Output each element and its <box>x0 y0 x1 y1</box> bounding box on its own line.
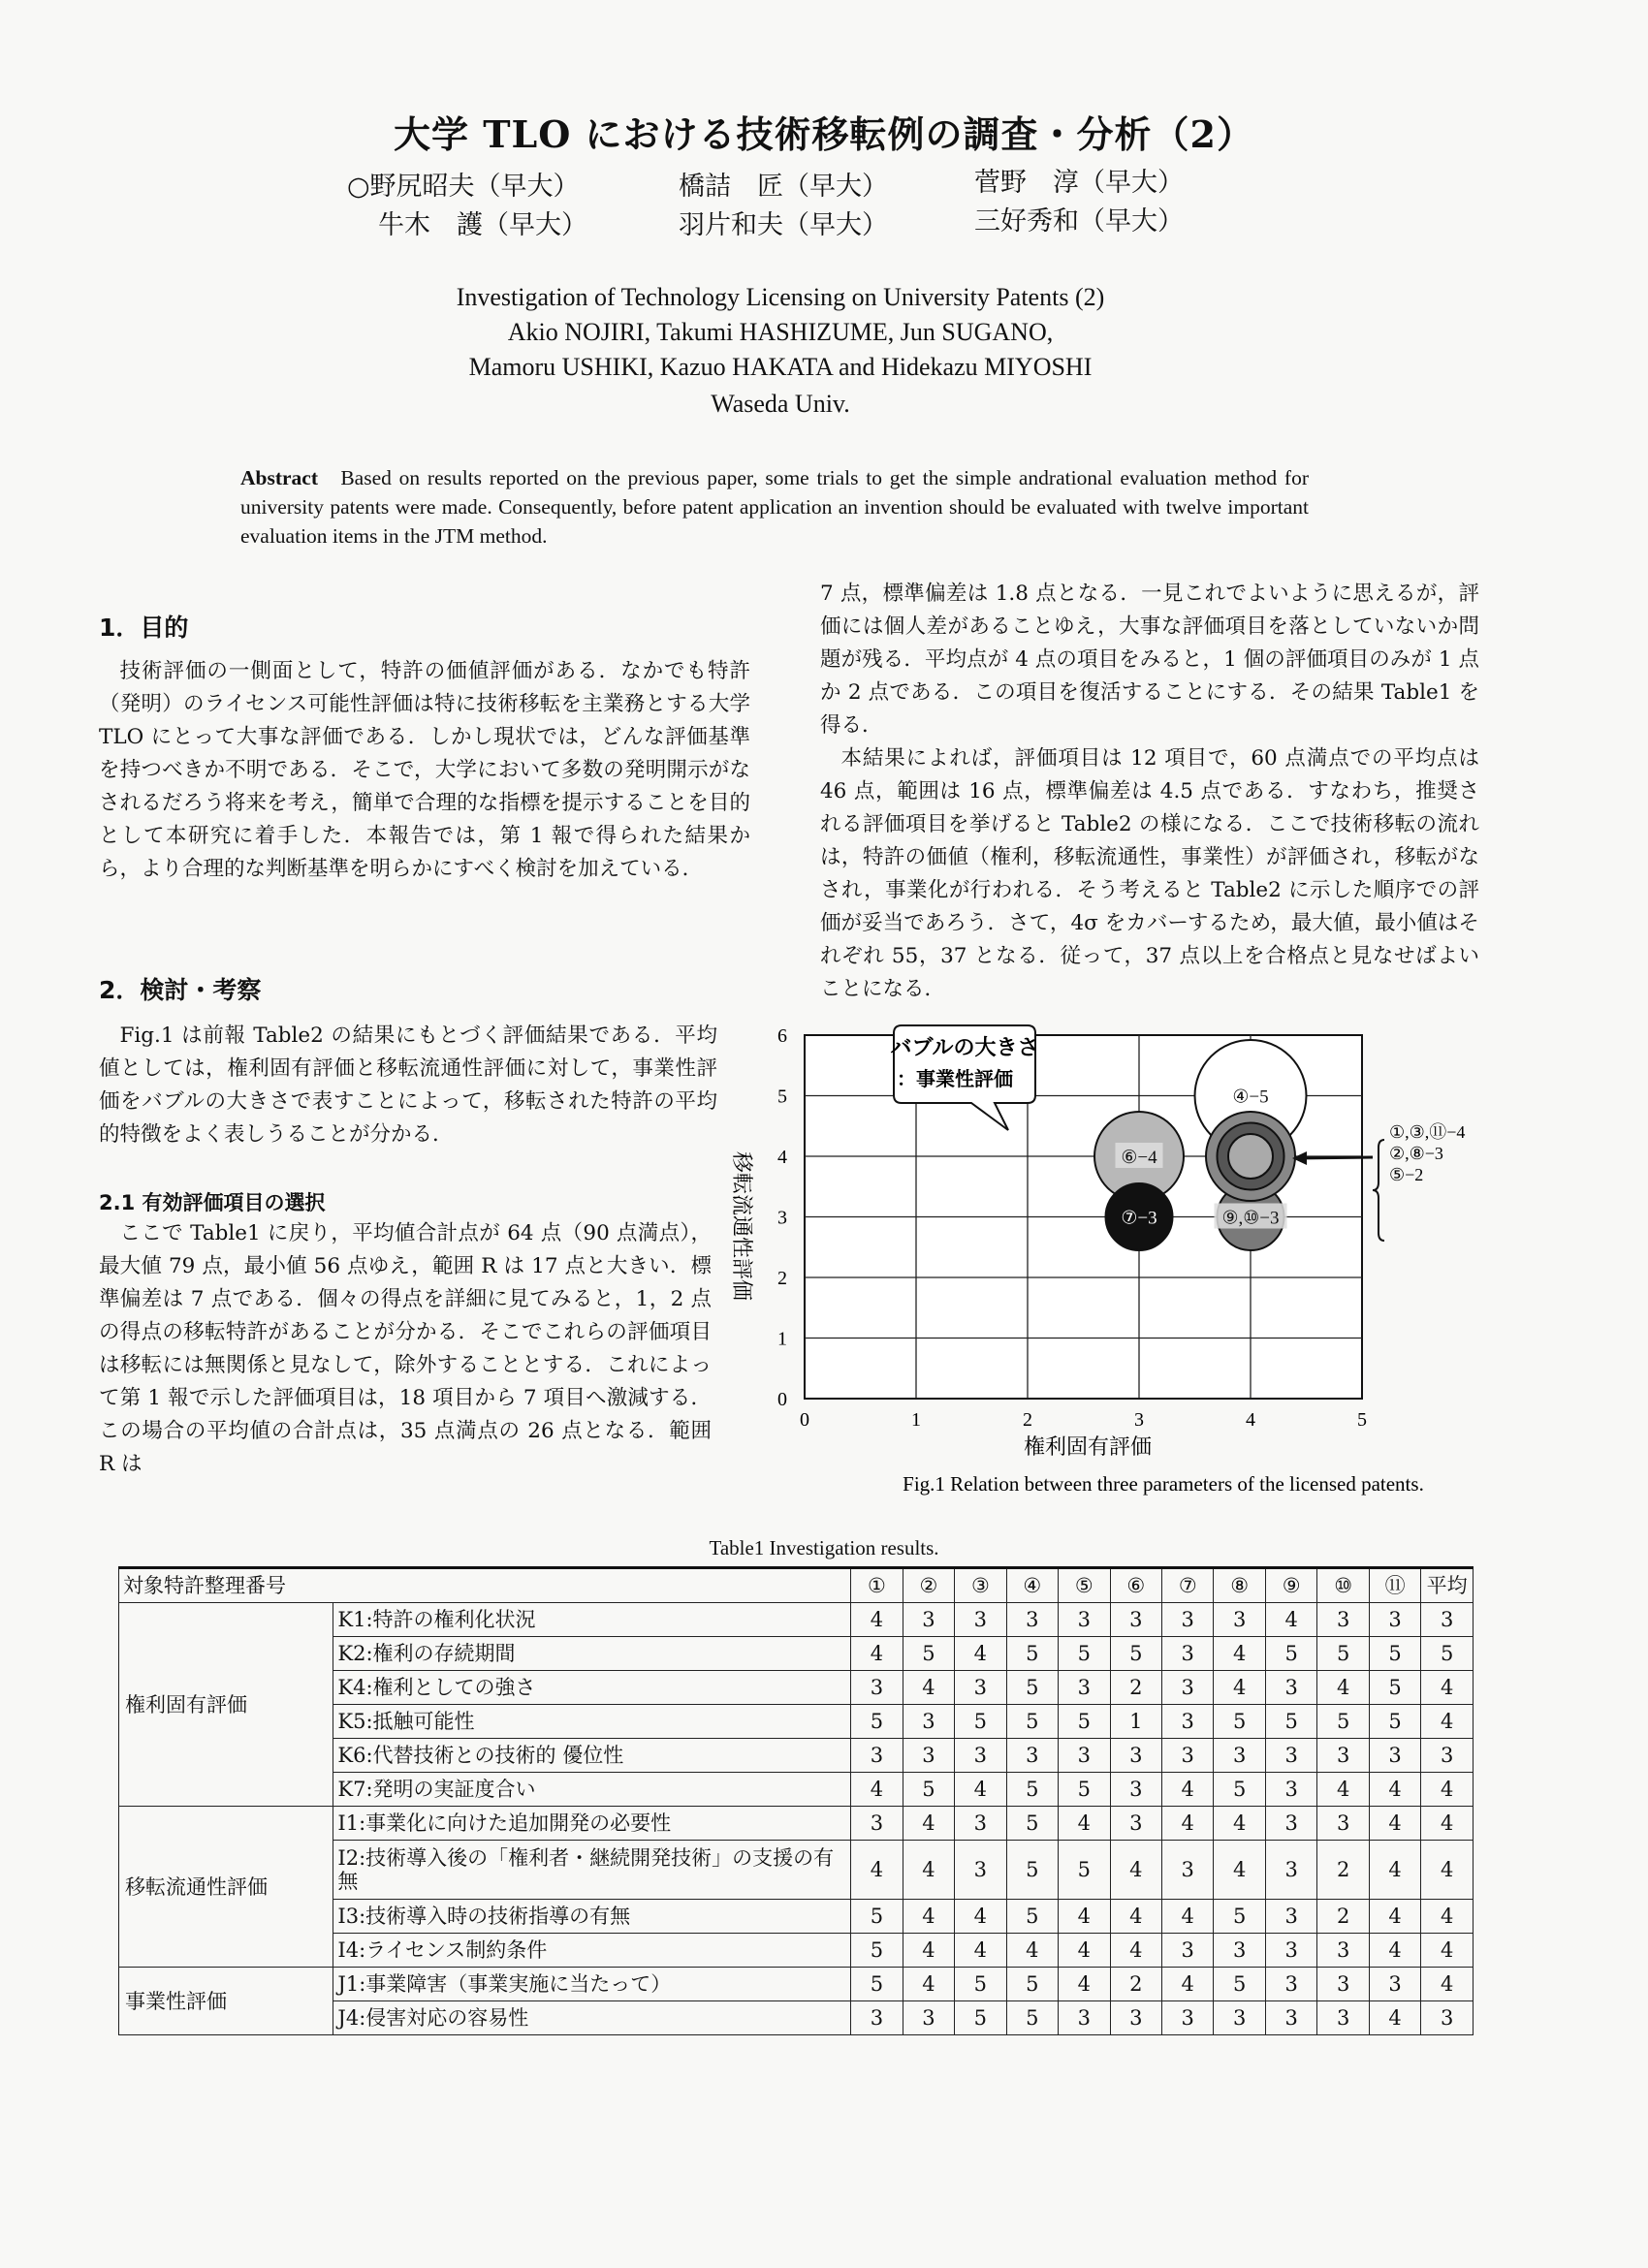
table-cell: 4 <box>1059 1900 1110 1934</box>
table-cell: 3 <box>1110 1603 1161 1637</box>
side-label-1: ①,③,⑪−4 <box>1389 1122 1466 1142</box>
table-cell: 4 <box>955 1637 1006 1671</box>
table-cell: 5 <box>1369 1671 1420 1705</box>
x-tick-label: 1 <box>911 1409 921 1431</box>
callout-line-1: バブルの大きさ <box>890 1036 1039 1060</box>
table-cell: 4 <box>1421 1773 1474 1807</box>
y-tick-label: 0 <box>777 1389 787 1410</box>
table-cell: 3 <box>851 1671 903 1705</box>
table-cell: 5 <box>1006 1900 1058 1934</box>
col-header: ⑧ <box>1214 1568 1265 1603</box>
table-cell: 5 <box>1214 1773 1265 1807</box>
table-cell: 4 <box>1162 1807 1214 1841</box>
table-cell: 3 <box>1317 1603 1369 1637</box>
y-tick-label: 5 <box>777 1086 787 1108</box>
table-cell: 4 <box>1421 1807 1474 1841</box>
item-label: J4:侵害対応の容易性 <box>333 2001 851 2035</box>
table-cell: 4 <box>1421 1841 1474 1900</box>
table-cell: 3 <box>851 1739 903 1773</box>
table-cell: 3 <box>1162 1739 1214 1773</box>
table-cell: 4 <box>851 1637 903 1671</box>
table-cell: 3 <box>903 2001 954 2035</box>
author-6: 三好秀和（早大） <box>974 206 1184 236</box>
abstract-text: Based on results reported on the previous paper, some trials to get the simple andrational evaluation method for university patents were made. Consequently, before patent application an invention should be evaluated with twelve important evaluation items in the JTM method. <box>240 466 1310 548</box>
table-cell: 4 <box>1214 1671 1265 1705</box>
table-cell: 5 <box>1369 1637 1420 1671</box>
table-cell: 3 <box>1110 1739 1161 1773</box>
table-cell: 4 <box>903 1934 954 1968</box>
table-cell: 5 <box>1059 1773 1110 1807</box>
table-cell: 3 <box>1421 1739 1474 1773</box>
table-cell: 5 <box>1006 1773 1058 1807</box>
bubble-label: ⑨,⑩−3 <box>1221 1208 1280 1229</box>
section-2-text: Fig.1 は前報 Table2 の結果にもとづく評価結果である．平均値としては，権利固有評価と移転流通性評価に対して，事業性評価をバブルの大きさで表すことによって，移転された特許の平均的特徴をよく表しうることが分かる． <box>99 1024 717 1147</box>
table-cell: 5 <box>955 1968 1006 2001</box>
table-cell: 3 <box>955 1671 1006 1705</box>
col-header: ⑤ <box>1059 1568 1110 1603</box>
table-cell: 4 <box>1059 1934 1110 1968</box>
y-tick-label: 6 <box>777 1025 787 1047</box>
english-authors-line2: Mamoru USHIKI, Kazuo HAKATA and Hidekazu MIYOSHI <box>468 353 1093 381</box>
table-cell: 4 <box>1006 1934 1058 1968</box>
table-cell: 3 <box>955 1841 1006 1900</box>
table-cell: 3 <box>1110 2001 1161 2035</box>
table-cell: 4 <box>1214 1637 1265 1671</box>
table-cell: 5 <box>955 2001 1006 2035</box>
table-cell: 3 <box>903 1603 954 1637</box>
table-cell: 3 <box>1265 1739 1316 1773</box>
item-label: K1:特許の権利化状況 <box>333 1603 851 1637</box>
item-label: I2:技術導入後の「権利者・継続開発技術」の支援の有無 <box>333 1841 851 1900</box>
table-cell: 5 <box>903 1637 954 1671</box>
table-row <box>119 1603 1474 1637</box>
section-1-text: 技術評価の一側面として，特許の価値評価がある．なかでも特許（発明）のライセンス可能性評価は特に技術移転を主業務とする大学 TLO にとって大事な評価である．しかし現状では，どんな評価基準を持つべきか不明である．そこで，大学において多数の発明開示がなされるだろう将来を考え，簡単で合理的な指標を提示することを目的として本研究に着手した．本報告では，第 1 報で得られた結果から，より合理的な判断基準を明らかにすべく検討を加えている． <box>99 659 750 881</box>
table-cell: 3 <box>1006 1739 1058 1773</box>
table-cell: 3 <box>1162 1705 1214 1739</box>
y-tick-label: 2 <box>777 1268 787 1289</box>
table-cell: 3 <box>1317 2001 1369 2035</box>
table-cell: 3 <box>1421 1603 1474 1637</box>
table-cell: 3 <box>903 1705 954 1739</box>
side-arrow <box>1296 1157 1373 1158</box>
results-table <box>118 1566 1474 2035</box>
table-cell: 4 <box>1421 1900 1474 1934</box>
table-cell: 3 <box>1006 1603 1058 1637</box>
table-cell: 3 <box>1110 1807 1161 1841</box>
bubble-chart <box>717 1018 1609 1502</box>
group-label: 権利固有評価 <box>119 1603 333 1807</box>
table-cell: 5 <box>1006 1968 1058 2001</box>
table-cell: 3 <box>1214 1934 1265 1968</box>
item-label: K7:発明の実証度合い <box>333 1773 851 1807</box>
author-2: 橋詰 匠（早大） <box>679 172 888 202</box>
table-cell: 4 <box>955 1934 1006 1968</box>
table-cell: 1 <box>1110 1705 1161 1739</box>
table-cell: 5 <box>1006 1705 1058 1739</box>
english-authors-line1: Akio NOJIRI, Takumi HASHIZUME, Jun SUGANO, <box>507 318 1054 346</box>
table-cell: 3 <box>1265 1773 1316 1807</box>
table-cell: 5 <box>1317 1705 1369 1739</box>
table-cell: 4 <box>1162 1773 1214 1807</box>
table-cell: 3 <box>1317 1934 1369 1968</box>
table-header-label: 対象特許整理番号 <box>119 1568 851 1603</box>
table-cell: 3 <box>1265 1841 1316 1900</box>
table-cell: 3 <box>1265 1934 1316 1968</box>
author-4: 牛木 護（早大） <box>378 210 587 240</box>
table-cell: 4 <box>1421 1968 1474 2001</box>
col-header: ③ <box>955 1568 1006 1603</box>
bubble-label: ⑥−4 <box>1121 1148 1157 1168</box>
table-cell: 5 <box>903 1773 954 1807</box>
x-tick-label: 2 <box>1023 1409 1032 1431</box>
table-cell: 4 <box>851 1841 903 1900</box>
table-cell: 5 <box>1059 1841 1110 1900</box>
table-cell: 3 <box>1059 1671 1110 1705</box>
table-cell: 4 <box>1214 1841 1265 1900</box>
table-cell: 4 <box>1317 1671 1369 1705</box>
item-label: K2:権利の存続期間 <box>333 1637 851 1671</box>
col-header: ① <box>851 1568 903 1603</box>
table-cell: 4 <box>1110 1841 1161 1900</box>
y-tick-label: 1 <box>777 1328 787 1350</box>
table-cell: 3 <box>1214 2001 1265 2035</box>
table-cell: 2 <box>1110 1671 1161 1705</box>
callout-line-2: ：事業性評価 <box>897 1067 1013 1090</box>
author-3: 菅野 淳（早大） <box>974 168 1184 198</box>
group-label: 移転流通性評価 <box>119 1807 333 1968</box>
section-2-heading: 2．検討・考察 <box>99 976 262 1004</box>
table-cell: 3 <box>1162 1637 1214 1671</box>
table-cell: 5 <box>1214 1705 1265 1739</box>
table-cell: 2 <box>1317 1900 1369 1934</box>
x-tick-label: 3 <box>1134 1409 1144 1431</box>
table-cell: 5 <box>955 1705 1006 1739</box>
table-cell: 3 <box>955 1603 1006 1637</box>
table-cell: 4 <box>903 1671 954 1705</box>
table-cell: 4 <box>903 1900 954 1934</box>
item-label: I1:事業化に向けた追加開発の必要性 <box>333 1807 851 1841</box>
table-cell: 3 <box>1214 1603 1265 1637</box>
table-cell: 5 <box>1110 1637 1161 1671</box>
table-cell: 4 <box>1369 1841 1420 1900</box>
table-cell: 4 <box>851 1773 903 1807</box>
col-header: ⑨ <box>1265 1568 1316 1603</box>
table-cell: 3 <box>1317 1968 1369 2001</box>
table-cell: 5 <box>1421 1637 1474 1671</box>
right-paragraph-1: 7 点，標準偏差は 1.8 点となる．一見これでよいように思えるが，評価には個人差があることゆえ，大事な評価項目を落としていないか問題が残る．平均点が 4 点の項目をみると，1 個の評価項目のみが 1 点か 2 点である．この項目を復活することにする．その結果 Table1 を得る． <box>820 582 1479 738</box>
table-cell: 5 <box>851 1900 903 1934</box>
table-cell: 5 <box>851 1705 903 1739</box>
table-cell: 5 <box>1006 1807 1058 1841</box>
table-cell: 4 <box>1369 1773 1420 1807</box>
col-header: ⑪ <box>1369 1568 1420 1603</box>
table-cell: 4 <box>1059 1807 1110 1841</box>
right-paragraph-2: 本結果によれば，評価項目は 12 項目で，60 点満点での平均点は 46 点，範囲は 16 点，標準偏差は 4.5 点である．すなわち，推奨される評価項目を挙げると Table2 の様になる．ここで技術移転の流れは，特許の価値（権利，移転流通性，事業性）が評価され，移転がなされ，事業化が行われる．そう考えると Table2 に示した順序での評価が妥当であろう．さて，4σ をカバーするため，最大値，最小値はそれぞれ 55，37 となる．従って，37 点以上を合格点と見なせばよいことになる． <box>820 746 1479 1001</box>
table-cell: 4 <box>1369 1807 1420 1841</box>
x-axis-label: 権利固有評価 <box>1023 1434 1153 1459</box>
table-cell: 5 <box>1006 1671 1058 1705</box>
table-cell: 5 <box>1317 1637 1369 1671</box>
table-cell: 5 <box>851 1968 903 2001</box>
item-label: J1:事業障害（事業実施に当たって） <box>333 1968 851 2001</box>
item-label: K5:抵触可能性 <box>333 1705 851 1739</box>
table-cell: 3 <box>1317 1807 1369 1841</box>
table-cell: 3 <box>1421 2001 1474 2035</box>
table-cell: 3 <box>1214 1739 1265 1773</box>
table-cell: 3 <box>955 1807 1006 1841</box>
section-1-heading: 1．目的 <box>99 614 189 642</box>
side-label-2: ②,⑧−3 <box>1389 1144 1443 1163</box>
table-cell: 3 <box>1265 2001 1316 2035</box>
table-header-row <box>119 1568 1474 1603</box>
table-cell: 3 <box>903 1739 954 1773</box>
table-cell: 3 <box>1317 1739 1369 1773</box>
side-bracket <box>1373 1140 1384 1241</box>
x-tick-label: 0 <box>800 1409 809 1431</box>
table-cell: 5 <box>1214 1968 1265 2001</box>
table-cell: 4 <box>1421 1671 1474 1705</box>
table-cell: 4 <box>1317 1773 1369 1807</box>
bubble-label: ⑦−3 <box>1121 1208 1157 1229</box>
table-cell: 4 <box>955 1900 1006 1934</box>
col-header: 平均 <box>1421 1568 1474 1603</box>
section-2-1-text: ここで Table1 に戻り，平均値合計点が 64 点（90 点満点），最大値 79 点，最小値 56 点ゆえ，範囲 R は 17 点と大きい．標準偏差は 7 点である．個々の得点を詳細に見てみると，1，2 点の得点の移転特許があることが分かる．そこでこれらの評価項目は移転には無関係と見なして，除外することとする．これによって第 1 報で示した評価項目は，18 項目から 7 項目へ激減する．この場合の平均値の合計点は，35 点満点の 26 点となる．範囲 R は <box>99 1221 712 1476</box>
figure-caption: Fig.1 Relation between three parameters of the licensed patents. <box>903 1472 1424 1496</box>
table-cell: 3 <box>955 1739 1006 1773</box>
table-cell: 3 <box>1162 2001 1214 2035</box>
table-caption: Table1 Investigation results. <box>709 1536 939 1559</box>
paper-title: 大学 TLO における技術移転例の調査・分析（2） <box>394 112 1254 156</box>
table-cell: 5 <box>1006 1637 1058 1671</box>
table-row <box>119 1807 1474 1841</box>
table-cell: 3 <box>1369 1968 1420 2001</box>
table-cell: 5 <box>1059 1705 1110 1739</box>
table-cell: 3 <box>1369 1603 1420 1637</box>
table-cell: 5 <box>1059 1637 1110 1671</box>
table-cell: 5 <box>1006 2001 1058 2035</box>
item-label: K4:権利としての強さ <box>333 1671 851 1705</box>
table-cell: 3 <box>1162 1934 1214 1968</box>
table-cell: 4 <box>1421 1705 1474 1739</box>
table-cell: 3 <box>1162 1841 1214 1900</box>
table-cell: 3 <box>1110 1773 1161 1807</box>
table-cell: 4 <box>1162 1968 1214 2001</box>
table-cell: 4 <box>1162 1900 1214 1934</box>
author-5: 羽片和夫（早大） <box>679 210 888 240</box>
y-tick-label: 4 <box>777 1147 787 1168</box>
english-title: Investigation of Technology Licensing on University Patents (2) <box>456 283 1105 311</box>
item-label: K6:代替技術との技術的 優位性 <box>333 1739 851 1773</box>
table-cell: 5 <box>1265 1705 1316 1739</box>
table-cell: 4 <box>903 1807 954 1841</box>
col-header: ⑥ <box>1110 1568 1161 1603</box>
table-cell: 4 <box>1059 1968 1110 2001</box>
author-1: ○野尻昭夫（早大） <box>347 172 580 202</box>
table-cell: 3 <box>1265 1807 1316 1841</box>
abstract <box>240 463 1309 551</box>
x-tick-label: 5 <box>1357 1409 1367 1431</box>
col-header: ④ <box>1006 1568 1058 1603</box>
x-tick-label: 4 <box>1246 1409 1255 1431</box>
table-cell: 3 <box>1369 1739 1420 1773</box>
y-axis-label: 移転流通性評価 <box>730 1150 754 1302</box>
table-cell: 3 <box>1059 2001 1110 2035</box>
table-cell: 4 <box>851 1603 903 1637</box>
bubble-label: ④−5 <box>1232 1087 1269 1108</box>
table-cell: 4 <box>1369 2001 1420 2035</box>
y-tick-label: 3 <box>777 1207 787 1229</box>
table-cell: 3 <box>1059 1603 1110 1637</box>
bubble <box>1228 1134 1273 1179</box>
abstract-label: Abstract <box>240 466 319 489</box>
col-header: ⑩ <box>1317 1568 1369 1603</box>
side-label-3: ⑤−2 <box>1389 1165 1424 1184</box>
group-label: 事業性評価 <box>119 1968 333 2035</box>
table-cell: 2 <box>1317 1841 1369 1900</box>
section-2-1-heading: 2.1 有効評価項目の選択 <box>99 1191 326 1214</box>
table-cell: 4 <box>1265 1603 1316 1637</box>
table-row <box>119 1968 1474 2001</box>
item-label: I4:ライセンス制約条件 <box>333 1934 851 1968</box>
table-cell: 3 <box>851 2001 903 2035</box>
table-cell: 3 <box>1162 1671 1214 1705</box>
table-cell: 4 <box>1110 1934 1161 1968</box>
table-cell: 5 <box>1369 1705 1420 1739</box>
table-cell: 5 <box>1214 1900 1265 1934</box>
table-cell: 4 <box>903 1841 954 1900</box>
table-cell: 4 <box>1369 1934 1420 1968</box>
table-cell: 4 <box>1110 1900 1161 1934</box>
affiliation: Waseda Univ. <box>711 390 850 418</box>
col-header: ② <box>903 1568 954 1603</box>
table-cell: 5 <box>1006 1841 1058 1900</box>
table-cell: 3 <box>1265 1671 1316 1705</box>
item-label: I3:技術導入時の技術指導の有無 <box>333 1900 851 1934</box>
table-cell: 5 <box>1265 1637 1316 1671</box>
table-cell: 3 <box>1059 1739 1110 1773</box>
table-cell: 4 <box>955 1773 1006 1807</box>
table-cell: 3 <box>851 1807 903 1841</box>
table-cell: 4 <box>903 1968 954 2001</box>
col-header: ⑦ <box>1162 1568 1214 1603</box>
table-cell: 4 <box>1214 1807 1265 1841</box>
table-cell: 4 <box>1369 1900 1420 1934</box>
table-cell: 3 <box>1162 1603 1214 1637</box>
table-cell: 3 <box>1265 1968 1316 2001</box>
table-cell: 4 <box>1421 1934 1474 1968</box>
table-cell: 3 <box>1265 1900 1316 1934</box>
table-cell: 2 <box>1110 1968 1161 2001</box>
table-cell: 5 <box>851 1934 903 1968</box>
